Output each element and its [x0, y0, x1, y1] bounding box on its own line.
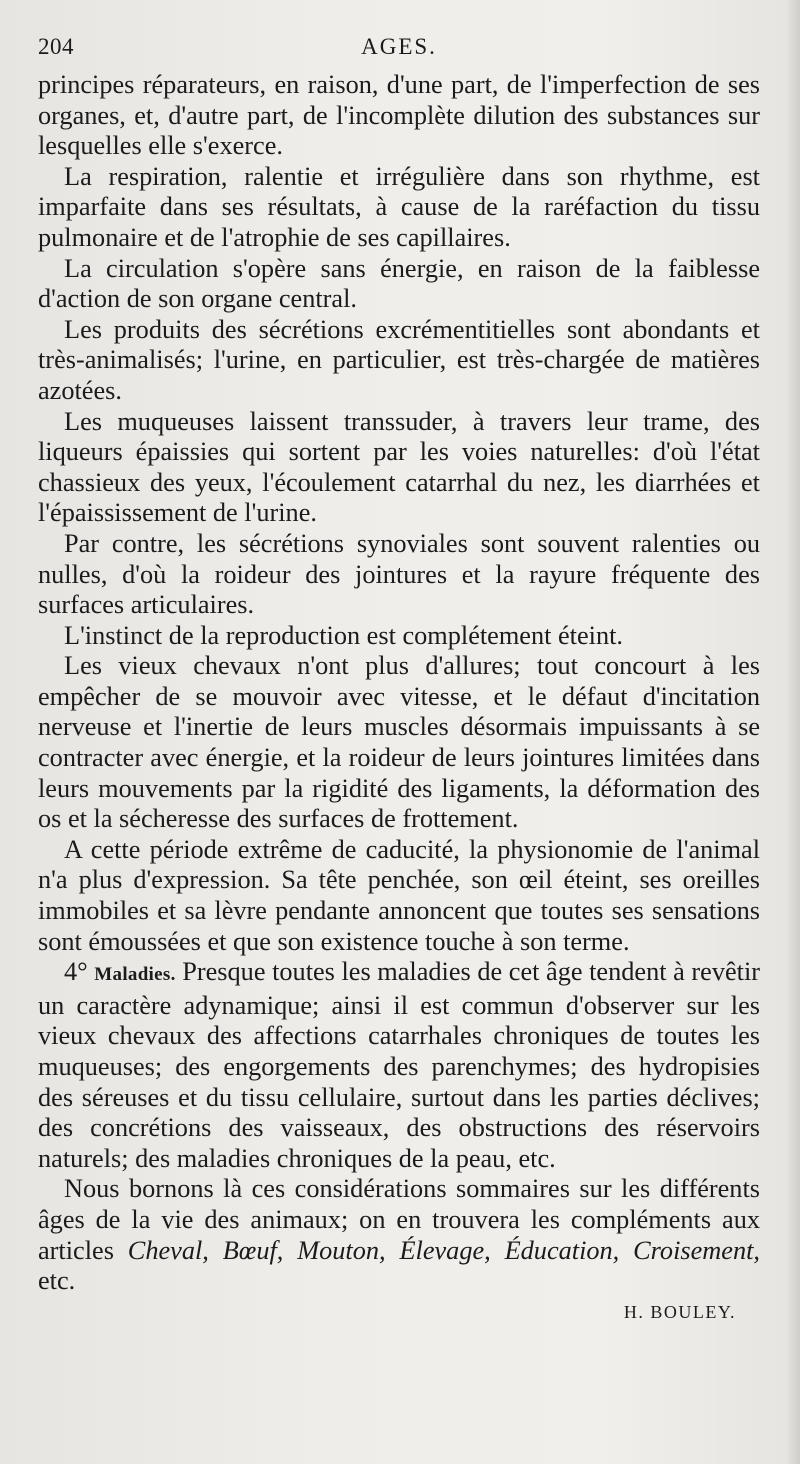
section-number: 4° — [64, 957, 88, 987]
article-ref-croisement: Croisement, — [633, 1235, 760, 1265]
section-label: Maladies. — [94, 964, 176, 986]
paragraph-caducite: A cette période extrême de caducité, la physionomie de l'animal n'a plus d'expression. Sa tête penchée, son œil éteint, ses oreilles immobiles et sa lèvre pendante annoncent que toutes ses sensations sont émoussées et que son existence touche à son terme. — [38, 834, 760, 956]
paragraph-continuation: principes réparateurs, en raison, d'une part, de l'imperfection de ses organes, et, d'autre part, de l'incomplète dilution des substances sur lesquelles elle s'exerce. — [38, 70, 760, 161]
paragraph-maladies — [38, 957, 760, 1174]
conclusion-end: etc. — [38, 1266, 76, 1296]
paragraph-circulation: La circulation s'opère sans énergie, en raison de la faiblesse d'action de son organe central. — [38, 253, 760, 314]
article-ref-mouton: Mouton, — [297, 1235, 386, 1265]
article-ref-education: Éducation, — [504, 1235, 620, 1265]
paragraph-synoviales: Par contre, les sécrétions synoviales sont souvent ralenties ou nulles, d'où la roideur des jointures et la rayure fréquente des surfaces articulaires. — [38, 528, 760, 620]
article-ref-cheval: Cheval, — [127, 1235, 209, 1265]
article-ref-elevage: Élevage, — [399, 1235, 491, 1265]
paragraph-secretions: Les produits des sécrétions excrémentitielles sont abondants et très-animalisés; l'urine, en particulier, est très-chargée de matières azotées. — [38, 314, 760, 405]
conclusion-intro: Nous bornons là ces considérations sommaires sur les différents âges de la vie des animaux; on en trouvera les compléments aux articles — [38, 1174, 760, 1265]
running-head — [38, 34, 760, 70]
section-text: Presque toutes les maladies de cet âge tendent à revêtir un caractère adynamique; ainsi il est commun d'observer sur les vieux chevaux des affections catarrhales chroniques de toutes les muqueuses; des engorgements des parenchymes; des hydropisies des séreuses et du tissu cellulaire, surtout dans les parties déclives; des concrétions des vaisseaux, des obstructions des réservoirs naturels; des maladies chroniques de la peau, etc. — [38, 957, 761, 1173]
signature-line — [38, 1297, 760, 1328]
running-title: AGES. — [361, 34, 437, 59]
paragraph-conclusion — [38, 1174, 760, 1296]
article-ref-boeuf: Bœuf, — [222, 1235, 284, 1265]
author-signature: H. BOULEY. — [623, 1301, 736, 1322]
body-text — [38, 70, 760, 1327]
paragraph-reproduction: L'instinct de la reproduction est complétement éteint. — [64, 620, 623, 650]
paragraph-muqueuses: Les muqueuses laissent transsuder, à travers leur trame, des liqueurs épaissies qui sortent par les voies naturelles: d'où l'état chassieux des yeux, l'écoulement catarrhal du nez, les diarrhées et l'épaississement de l'urine. — [38, 406, 760, 528]
paragraph-allures: Les vieux chevaux n'ont plus d'allures; tout concourt à les empêcher de se mouvoir avec vitesse, et le défaut d'incitation nerveuse et l'inertie de leurs muscles désormais impuissants à se contracter avec énergie, et la roideur de leurs jointures limitées dans leurs mouvements par la rigidité des ligaments, la déformation des os et la sécheresse des surfaces de frottement. — [38, 651, 760, 834]
paragraph-respiration: La respiration, ralentie et irrégulière dans son rhythme, est imparfaite dans ses résultats, à cause de la raréfaction du tissu pulmonaire et de l'atrophie de ses capillaires. — [38, 161, 760, 252]
page-number: 204 — [38, 34, 74, 59]
